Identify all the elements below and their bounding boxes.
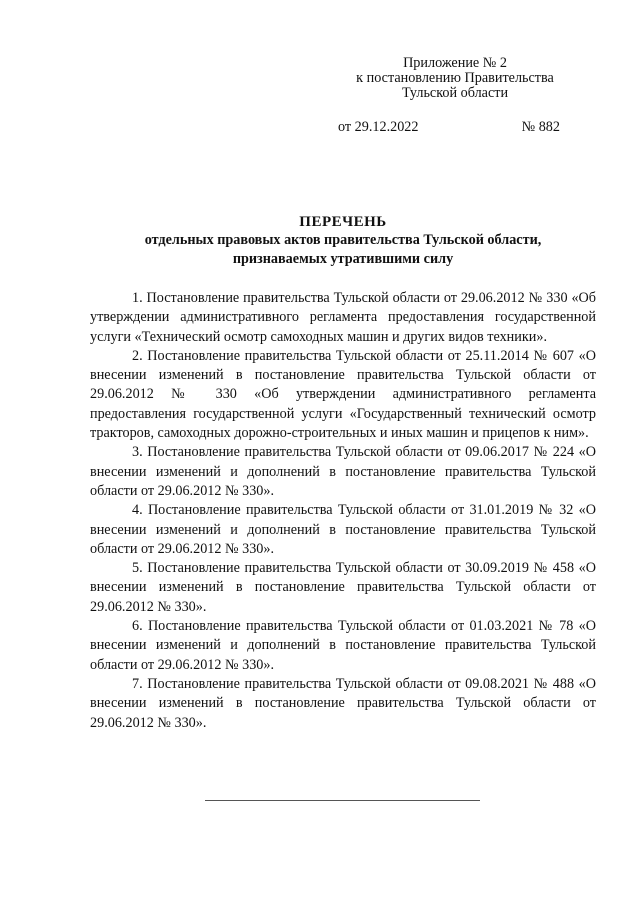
document-date: от 29.12.2022 — [338, 119, 419, 135]
appendix-resolution-ref: к постановлению Правительства — [356, 70, 554, 86]
subtitle-line-1: отдельных правовых актов правительства Тульской области, — [144, 232, 542, 248]
list-item-5: 5. Постановление правительства Тульской области от 30.09.2019 № 458 «О внесении изменений в постановление правительства Тульской области от 29.06.2012 № 330». — [90, 560, 596, 615]
list-item-4: 4. Постановление правительства Тульской области от 31.01.2019 № 32 «О внесении изменений и дополнений в постановление правительства Тульской области от 29.06.2012 № 330». — [90, 502, 596, 557]
list-item-6: 6. Постановление правительства Тульской области от 01.03.2021 № 78 «О внесении изменений и дополнений в постановление правительства Тульской области от 29.06.2012 № 330». — [90, 618, 596, 673]
acts-list — [90, 289, 596, 733]
list-item-7: 7. Постановление правительства Тульской области от 09.08.2021 № 488 «О внесении изменений в постановление правительства Тульской области от 29.06.2012 № 330». — [90, 675, 596, 731]
list-item-2: 2. Постановление правительства Тульской области от 25.11.2014 № 607 «О внесении изменений в постановление правительства Тульской области от 29.06.2012 № 330 «Об утверждении административного регламента предоставления государственной услуги «Государственный технический осмотр тракторов, самоходных дорожно-строительных и иных машин и прицепов к ним». — [90, 347, 596, 442]
document-number: № 882 — [521, 119, 560, 135]
list-item-1: 1. Постановление правительства Тульской области от 29.06.2012 № 330 «Об утверждении административного регламента предоставления государственной услуги «Технический осмотр самоходных машин и других видов техники». — [90, 290, 596, 345]
page-title: ПЕРЕЧЕНЬ — [299, 214, 387, 230]
appendix-region: Тульской области — [401, 85, 509, 101]
subtitle-line-2: признаваемых утратившими силу — [232, 251, 454, 267]
closing-separator-line — [205, 800, 480, 801]
appendix-header — [340, 56, 570, 101]
appendix-title: Приложение № 2 — [403, 55, 507, 71]
list-item-3: 3. Постановление правительства Тульской области от 09.06.2017 № 224 «О внесении изменений и дополнений в постановление правительства Тульской области от 29.06.2012 № 330». — [90, 444, 596, 499]
document-heading — [90, 213, 596, 269]
